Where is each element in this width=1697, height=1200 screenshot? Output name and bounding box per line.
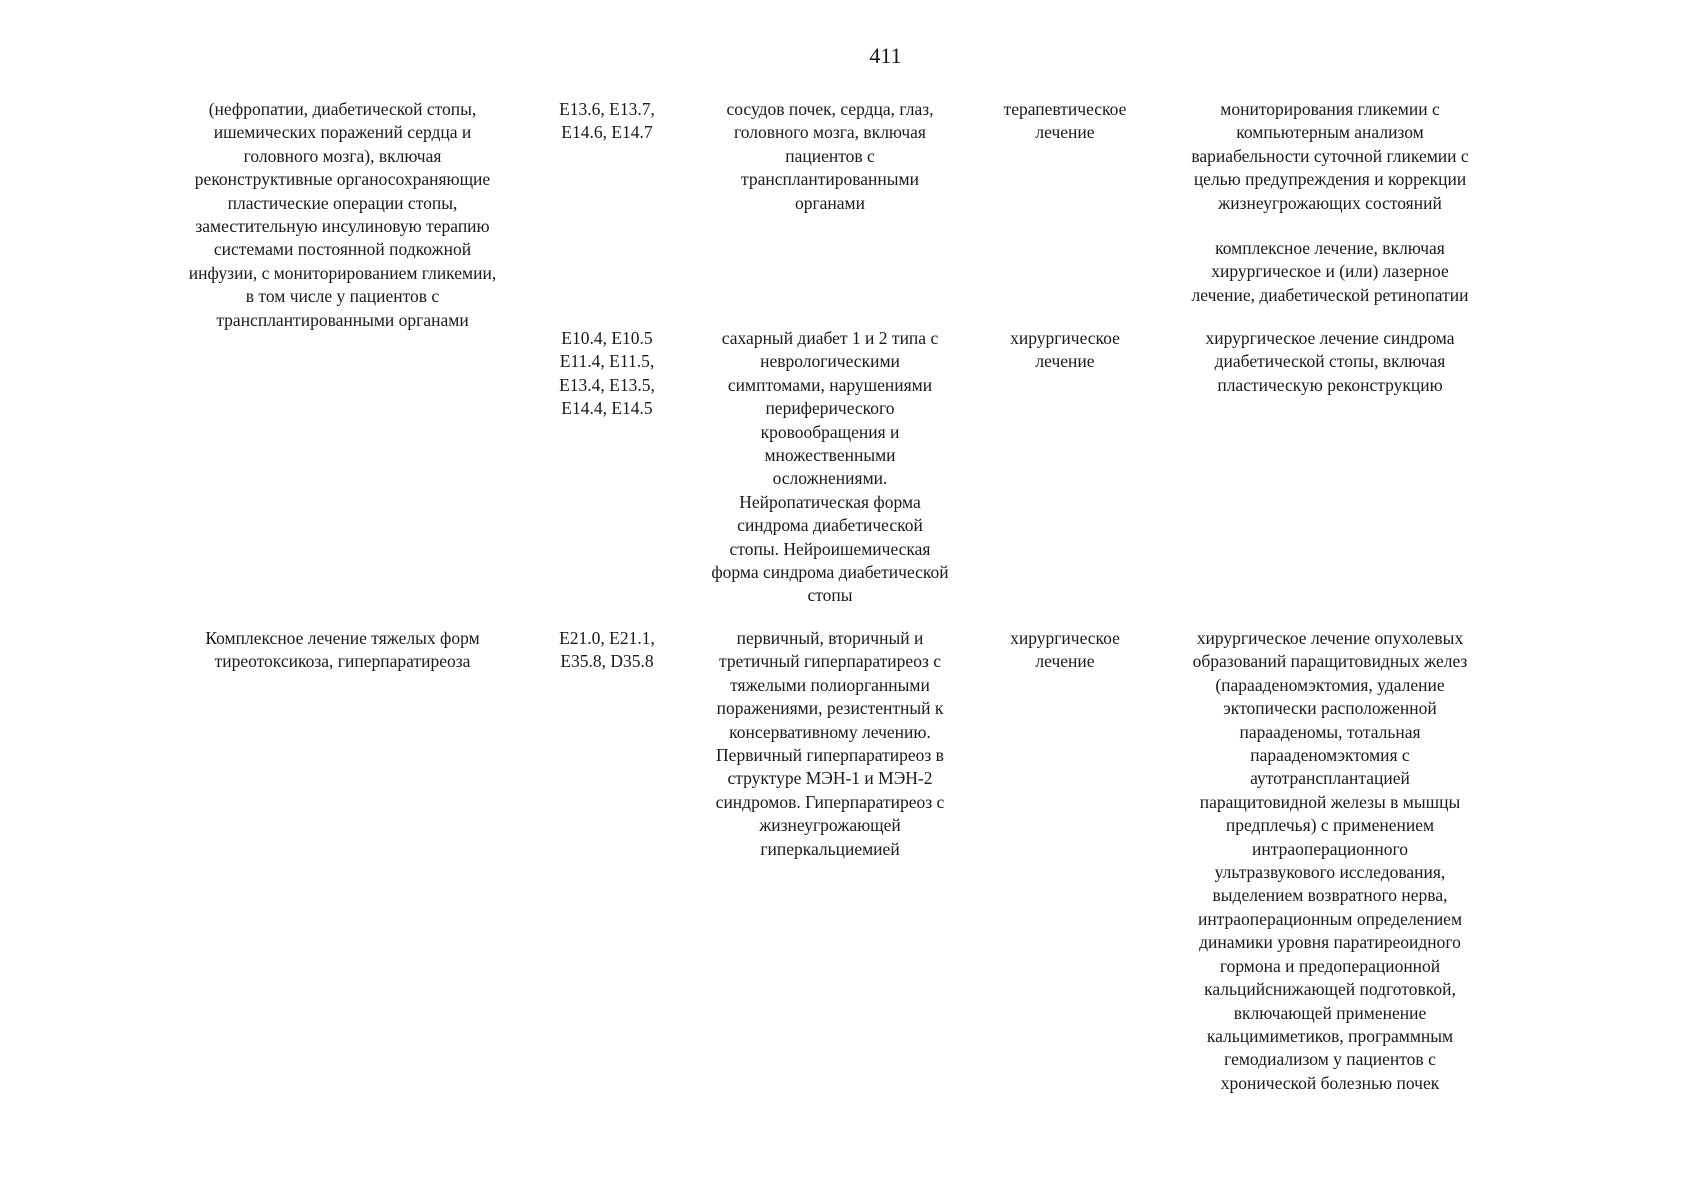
row1-condition: сосудов почек, сердца, глаз, головного мозга, включая пациентов с трансплантированными органами [726,99,934,213]
row2-method: хирургическое лечение синдрома диабетической стопы, включая пластическую реконструкцию [1205,328,1455,395]
page-number: 411 [869,43,902,68]
row3-condition: первичный, вторичный и третичный гиперпаратиреоз с тяжелыми полиорганными поражениями, резистентный к консервативному лечению. Первичный гиперпаратиреоз в структуре МЭН-1 и МЭН-2 синдромов. Гиперпаратиреоз с жизнеугрожающей гиперкальциемией [715,628,945,859]
row1-method: мониторирования гликемии с компьютерным анализом вариабельности суточной гликемии с целью предупреждения и коррекции жизнеугрожающих состояний [1191,99,1469,213]
row1-method-extra: комплексное лечение, включая хирургическое и (или) лазерное лечение, диабетической ретинопатии [1191,238,1469,305]
row3-codes: E21.0, E21.1, E35.8, D35.8 [559,628,655,672]
row3-method: хирургическое лечение опухолевых образований паращитовидных желез (парааденомэктомия, удаление эктопически расположенной парааденомы, тотальная парааденомэктомия с аутотрансплантацией паращитовидной железы в мышцы предплечья) с применением интраоперационного ультразвукового исследования, выделением возвратного нерва, интраоперационным определением динамики уровня паратиреоидного гормона и предоперационной кальцийснижающей подготовкой, включающей применение кальцимиметиков, программным гемодиализом у пациентов с хронической болезнью почек [1192,628,1468,1093]
row3-treatment-type: хирургическое лечение [1010,628,1120,672]
row2-condition: сахарный диабет 1 и 2 типа с неврологическими симптомами, нарушениями периферического кровообращения и множественными осложнениями. Нейропатическая форма синдрома диабетической стопы. Нейроишемическая форма синдрома диабетической стопы [711,328,949,606]
row1-description: (нефропатии, диабетической стопы, ишемических поражений сердца и головного мозга), включая реконструктивные органосохраняющие пластические операции стопы, заместительную инсулиновую терапию системами постоянной подкожной инфузии, с мониторированием гликемии, в том числе у пациентов с трансплантированными органами [188,99,497,330]
row3-description: Комплексное лечение тяжелых форм тиреотоксикоза, гиперпаратиреоза [205,628,480,672]
row1-treatment-type: терапевтическое лечение [1003,99,1127,143]
row2-treatment-type: хирургическое лечение [1010,328,1120,372]
row2-codes: E10.4, E10.5 E11.4, E11.5, E13.4, E13.5, E14.4, E14.5 [559,328,655,419]
row1-codes: E13.6, E13.7, E14.6, E14.7 [559,99,655,143]
